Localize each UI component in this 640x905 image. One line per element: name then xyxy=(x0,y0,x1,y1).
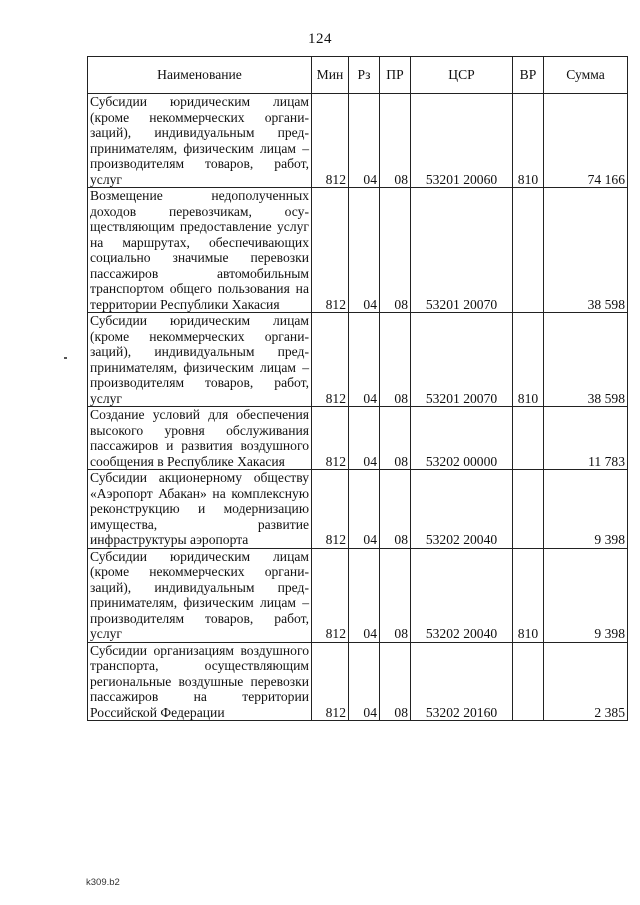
table-row xyxy=(88,642,628,721)
row-csr: 53202 20040 xyxy=(411,548,513,642)
row-sum: 2 385 xyxy=(544,642,628,721)
footer-document-code: k309.b2 xyxy=(86,877,120,888)
table-row xyxy=(88,94,628,188)
row-rz: 04 xyxy=(349,548,380,642)
row-name: Субсидии юридическим лицам (кроме некоммерческих организаций), индивидуальным предпринимателям, физическим лицам – производителям товаров, работ, услуг xyxy=(88,313,312,407)
row-min: 812 xyxy=(312,188,349,313)
row-pr: 08 xyxy=(380,94,411,188)
table-row xyxy=(88,407,628,470)
row-pr: 08 xyxy=(380,188,411,313)
row-name: Субсидии акционерному обществу «Аэропорт Абакан» на комплексную реконструкцию и модернизацию имущества, развитие инфраструктуры аэропорта xyxy=(88,470,312,549)
row-name: Возмещение недополученных доходов перевозчикам, осуществляющим предоставление услуг на маршрутах, обеспечивающих социально значимые перевозки пассажиров автомобильным транспортом общего пользования на территории Республики Хакасия xyxy=(88,188,312,313)
row-vr: 810 xyxy=(513,548,544,642)
row-rz: 04 xyxy=(349,470,380,549)
row-csr: 53202 00000 xyxy=(411,407,513,470)
table-header-row xyxy=(88,57,628,94)
budget-table xyxy=(87,56,628,721)
row-name: Субсидии юридическим лицам (кроме некоммерческих организаций), индивидуальным предпринимателям, физическим лицам – производителям товаров, работ, услуг xyxy=(88,548,312,642)
row-min: 812 xyxy=(312,313,349,407)
row-csr: 53202 20160 xyxy=(411,642,513,721)
row-vr xyxy=(513,188,544,313)
row-pr: 08 xyxy=(380,642,411,721)
row-min: 812 xyxy=(312,470,349,549)
row-rz: 04 xyxy=(349,407,380,470)
row-name: Субсидии юридическим лицам (кроме некоммерческих организаций), индивидуальным предпринимателям, физическим лицам – производителям товаров, работ, услуг xyxy=(88,94,312,188)
row-min: 812 xyxy=(312,548,349,642)
table-row xyxy=(88,470,628,549)
row-sum: 38 598 xyxy=(544,188,628,313)
header-vr: ВР xyxy=(513,57,544,94)
row-csr: 53201 20060 xyxy=(411,94,513,188)
header-pr: ПР xyxy=(380,57,411,94)
row-sum: 38 598 xyxy=(544,313,628,407)
header-csr: ЦСР xyxy=(411,57,513,94)
header-min: Мин xyxy=(312,57,349,94)
row-vr: 810 xyxy=(513,94,544,188)
row-rz: 04 xyxy=(349,94,380,188)
row-vr xyxy=(513,642,544,721)
header-sum: Сумма xyxy=(544,57,628,94)
row-min: 812 xyxy=(312,407,349,470)
row-pr: 08 xyxy=(380,470,411,549)
row-pr: 08 xyxy=(380,313,411,407)
row-csr: 53202 20040 xyxy=(411,470,513,549)
row-rz: 04 xyxy=(349,188,380,313)
margin-mark xyxy=(64,357,67,359)
page-number: 124 xyxy=(308,31,332,47)
table-row xyxy=(88,548,628,642)
row-sum: 74 166 xyxy=(544,94,628,188)
row-rz: 04 xyxy=(349,313,380,407)
row-vr: 810 xyxy=(513,313,544,407)
row-csr: 53201 20070 xyxy=(411,313,513,407)
row-pr: 08 xyxy=(380,407,411,470)
row-rz: 04 xyxy=(349,642,380,721)
row-csr: 53201 20070 xyxy=(411,188,513,313)
row-sum: 9 398 xyxy=(544,470,628,549)
row-name: Создание условий для обеспечения высокого уровня обслуживания пассажиров и развития воздушного сообщения в Республике Хакасия xyxy=(88,407,312,470)
row-vr xyxy=(513,470,544,549)
row-min: 812 xyxy=(312,94,349,188)
table-row xyxy=(88,188,628,313)
row-sum: 11 783 xyxy=(544,407,628,470)
header-name: Наименование xyxy=(88,57,312,94)
row-sum: 9 398 xyxy=(544,548,628,642)
row-vr xyxy=(513,407,544,470)
row-name: Субсидии организациям воздушного транспорта, осуществляющим региональные воздушные перевозки пассажиров на территории Российской Федерации xyxy=(88,642,312,721)
header-rz: Рз xyxy=(349,57,380,94)
row-min: 812 xyxy=(312,642,349,721)
table-row xyxy=(88,313,628,407)
row-pr: 08 xyxy=(380,548,411,642)
